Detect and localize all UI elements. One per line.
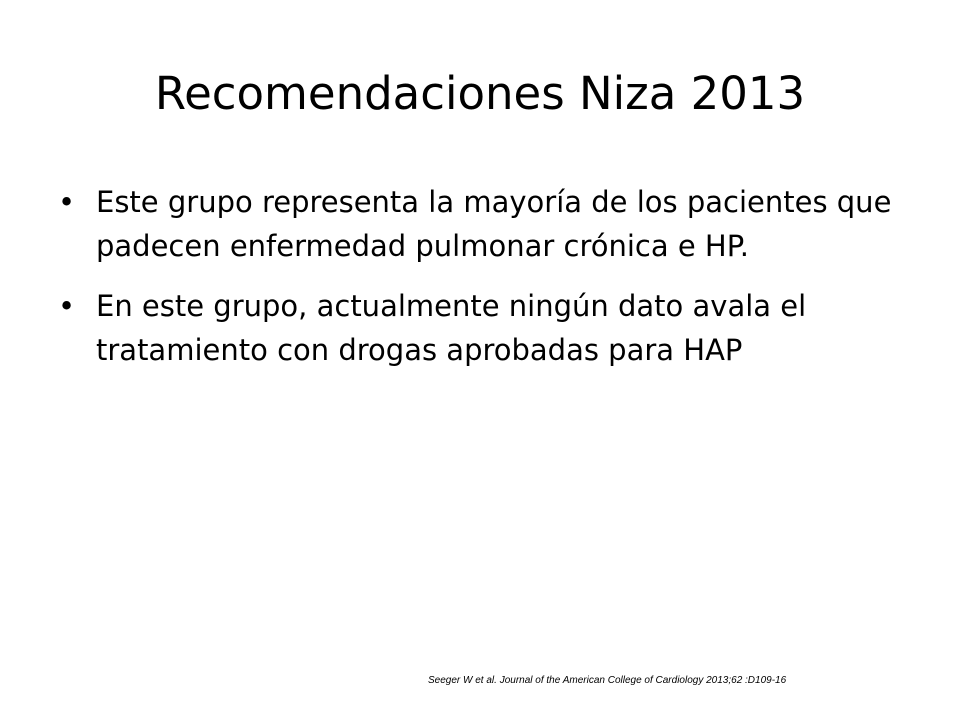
slide-title: Recomendaciones Niza 2013 [154,67,806,120]
bullet-text-2: En este grupo, actualmente ningún dato avala el tratamiento con drogas aprobadas para HAP [96,289,807,367]
bullet-icon: • [58,289,76,323]
bullet-item-2 [58,284,918,372]
bullet-text-1: Este grupo representa la mayoría de los pacientes que padecen enfermedad pulmonar crónica e HP. [96,185,892,263]
bullet-icon: • [58,185,76,219]
bullet-item-1 [58,180,918,268]
citation-text: Seeger W et al. Journal of the American College of Cardiology 2013;62 :D109-16 [428,675,787,686]
bullet-list [58,180,918,388]
